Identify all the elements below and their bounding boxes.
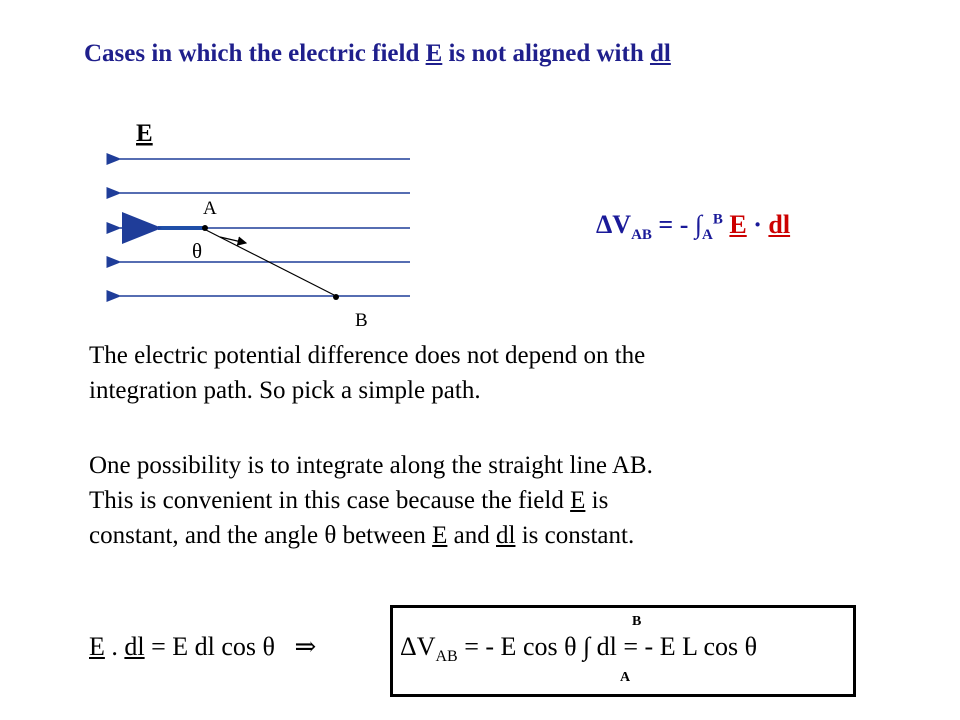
paragraph1-line1: The electric potential difference does not depend on the: [89, 342, 646, 369]
paragraph1-line2: integration path. So pick a simple path.: [89, 377, 481, 404]
formula-dot: ·: [746, 210, 769, 239]
paragraph2-line2: This is convenient in this case because the field E is: [89, 487, 609, 514]
implies-icon: ⇒: [294, 632, 317, 661]
point-b-dot: [333, 294, 339, 300]
paragraph-path-independence: [89, 338, 645, 408]
field-label: E: [136, 120, 153, 147]
slide-title: [84, 40, 671, 68]
result-integral-lower: A: [620, 670, 631, 685]
angle-label: θ: [192, 239, 203, 263]
title-dl: dl: [649, 40, 671, 67]
path-ab: [206, 230, 336, 296]
field-diagram: [100, 110, 430, 335]
formula-e: E: [729, 210, 747, 239]
point-a-dot: [202, 225, 208, 231]
point-a-label: A: [203, 198, 217, 219]
paragraph2-line3: constant, and the angle θ between E and dl is constant.: [89, 522, 635, 549]
formula-dl: dl: [768, 210, 791, 239]
formula-eq: = - ∫: [651, 210, 703, 239]
dot-product-equation: E . dl = E dl cos θ ⇒: [89, 632, 317, 661]
paragraph2-line1: One possibility is to integrate along the straight line AB.: [89, 452, 653, 479]
dl-vector: [220, 237, 246, 243]
title-text-2: is not aligned with: [442, 40, 650, 67]
delta-v-sub: AB: [631, 227, 652, 244]
title-text-1: Cases in which the electric field: [84, 40, 426, 67]
integral-upper: B: [712, 211, 723, 228]
delta-v: ΔV: [596, 210, 632, 239]
paragraph-straight-line: [89, 448, 653, 553]
field-diagram-svg: [100, 110, 430, 330]
title-field-e: E: [425, 40, 443, 67]
result-equation: $\Delta V_{AB}$ = - E cos θ ∫ dl = - E L cos θ: [400, 632, 758, 666]
result-integral-upper: B: [632, 614, 642, 629]
point-b-label: B: [355, 310, 368, 330]
potential-formula: [596, 210, 790, 244]
integral-lower: A: [702, 227, 713, 244]
